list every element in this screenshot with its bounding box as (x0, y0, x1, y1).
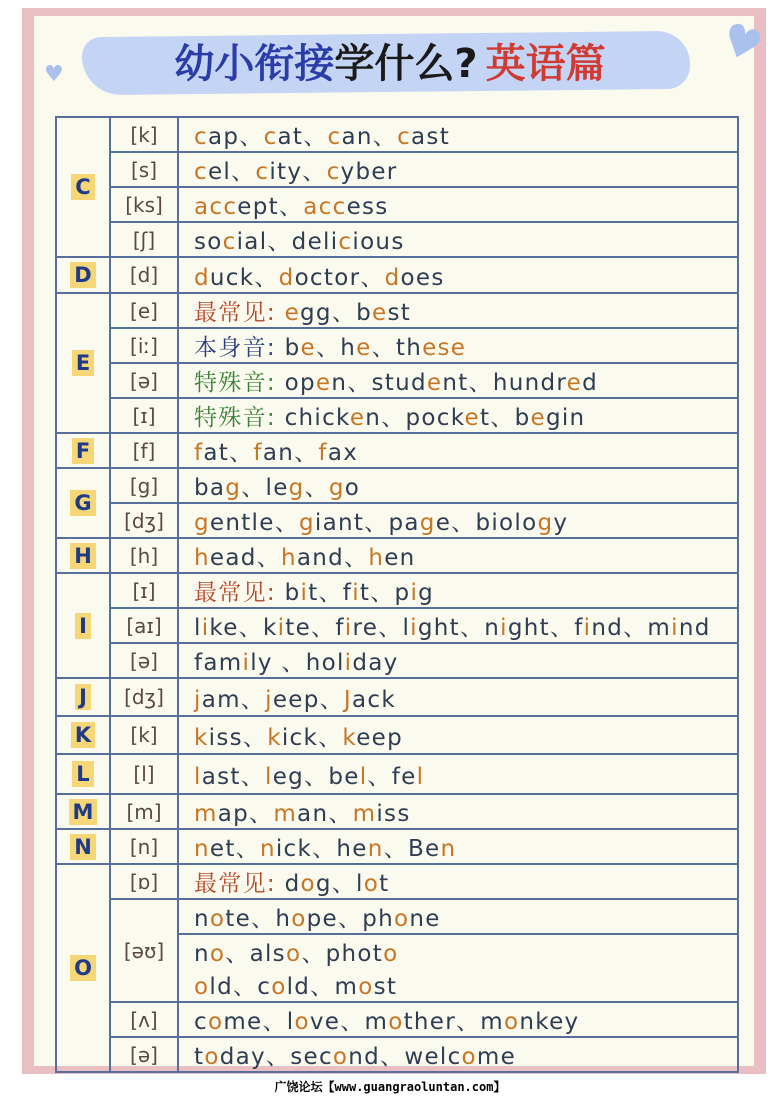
highlighted-letters: e (315, 370, 332, 396)
table-row (56, 398, 738, 433)
highlighted-letters: o (271, 974, 287, 1000)
highlighted-letters: j (194, 686, 202, 713)
highlighted-letters: g (328, 475, 345, 501)
word-text: ast、 (201, 763, 265, 790)
word-text: t、f (308, 580, 353, 606)
phonetic-symbol: [ə] (110, 363, 178, 398)
highlighted-letters: i (277, 615, 286, 641)
table-row (56, 187, 738, 222)
phonetic-symbol: [f] (110, 433, 178, 468)
word-text: te、f (285, 615, 345, 641)
example-words (178, 293, 738, 328)
word-text: ap、 (207, 124, 264, 150)
word-text: an、 (262, 440, 319, 466)
highlighted-letters: c (255, 159, 270, 185)
word-text: at、 (277, 124, 328, 150)
phonetic-symbol: [ʃ] (110, 222, 178, 257)
word-text: ld、c (209, 974, 272, 1000)
example-words (178, 716, 738, 754)
phonetic-symbol: [dʒ] (110, 678, 178, 716)
highlighted-letters: e (300, 335, 316, 361)
word-text: y (553, 510, 569, 536)
highlighted-letters: acc (303, 194, 347, 220)
highlighted-letters: e (464, 405, 480, 431)
title-part-1: 幼小衔接 (174, 41, 335, 87)
highlighted-letters: l (265, 763, 273, 790)
highlighted-letters: o (383, 941, 399, 967)
highlighted-letters: k (267, 724, 282, 751)
phonetic-symbol: [aɪ] (110, 608, 178, 643)
word-text: e、biolo (435, 510, 538, 536)
letter-label: O (70, 955, 96, 981)
table-row (56, 794, 738, 829)
word-text: fam (194, 650, 243, 676)
highlighted-letters: i (300, 580, 309, 606)
word-text: ept、 (237, 194, 304, 220)
highlighted-letters: c (326, 159, 341, 185)
word-text: op (284, 370, 316, 396)
word-text: day、sec (219, 1044, 333, 1070)
table-row (56, 829, 738, 864)
highlighted-letters: l (359, 763, 368, 790)
highlighted-letters: d (384, 264, 401, 291)
phonetic-symbol: [dʒ] (110, 503, 178, 538)
word-text: d (582, 370, 598, 396)
word-text: d (284, 871, 301, 897)
word-text: ap、 (217, 801, 274, 827)
letter-cell (56, 293, 110, 433)
letter-cell (56, 468, 110, 538)
highlighted-letters: i (671, 615, 679, 641)
table-row (56, 257, 738, 293)
example-words (178, 187, 738, 222)
highlighted-letters: i (410, 615, 418, 641)
word-text: n、stud (331, 370, 427, 396)
phonetic-symbol: [l] (110, 754, 178, 794)
word-text: me (476, 1044, 517, 1070)
example-words (178, 152, 738, 187)
word-text: at、 (203, 440, 254, 466)
example-words (178, 117, 738, 152)
phonetic-symbol: [iː] (110, 328, 178, 363)
highlighted-letters: i (242, 650, 251, 676)
highlighted-letters: o (194, 974, 210, 1000)
word-text: 、 (304, 475, 329, 501)
highlighted-letters: i (410, 580, 419, 606)
phonetic-symbol: [h] (110, 538, 178, 573)
highlighted-letters: c (194, 159, 208, 185)
word-text: n、pock (365, 405, 465, 431)
word-text: ne (409, 906, 441, 932)
word-text: ity、 (269, 159, 327, 185)
highlighted-letters: m (194, 801, 218, 827)
highlighted-letters: c (263, 124, 278, 150)
letter-cell (56, 433, 110, 468)
word-text: ack (352, 686, 396, 713)
table-row (56, 503, 738, 538)
word-text: g、l (315, 871, 364, 897)
highlighted-letters: n (194, 836, 210, 862)
highlighted-letters: e (284, 300, 301, 326)
example-words (178, 433, 738, 468)
table-row (56, 152, 738, 187)
word-text: day (352, 650, 399, 676)
word-text: t (194, 1044, 205, 1070)
highlighted-letters: o (388, 1009, 404, 1035)
highlighted-letters: J (343, 686, 353, 713)
example-words (178, 829, 738, 864)
heart-icon: ♥ (44, 62, 64, 87)
phonetic-symbol: [ɪ] (110, 573, 178, 608)
example-words (178, 538, 738, 573)
word-text: 、le (241, 475, 289, 501)
example-words (178, 968, 738, 1002)
example-words (178, 643, 738, 678)
word-text: b (284, 335, 301, 361)
table-row (56, 363, 738, 398)
word-text: ght、n (417, 615, 501, 641)
title-part-2: 学什么? (334, 41, 478, 87)
pronunciation-note: 特殊音: (194, 370, 276, 396)
highlighted-letters: g (225, 475, 242, 501)
word-text: ly 、hol (250, 650, 345, 676)
word-text: gg、b (300, 300, 373, 326)
letter-label: D (70, 262, 95, 288)
table-row (56, 573, 738, 608)
table-row (56, 328, 738, 363)
word-text: st (373, 974, 398, 1000)
word-text: octor、 (294, 264, 385, 291)
example-words (178, 794, 738, 829)
example-words (178, 328, 738, 363)
example-words (178, 1002, 738, 1037)
example-words (178, 678, 738, 716)
table-row (56, 222, 738, 257)
pronunciation-note: 特殊音: (194, 405, 276, 431)
pronunciation-note: 最常见: (194, 300, 276, 326)
highlighted-letters: h (194, 545, 210, 571)
highlighted-letters: e (566, 370, 583, 396)
highlighted-letters: o (300, 871, 316, 897)
table-row (56, 117, 738, 152)
phonetic-symbol: [əʊ] (110, 899, 178, 1002)
word-text: pe、ph (306, 906, 395, 932)
word-text: l (194, 615, 202, 641)
example-words (178, 934, 738, 968)
highlighted-letters: o (358, 974, 374, 1000)
word-text: el、 (207, 159, 256, 185)
highlighted-letters: g (299, 510, 315, 536)
table-row (56, 433, 738, 468)
phonetic-symbol: [d] (110, 257, 178, 293)
letter-label: I (75, 613, 91, 639)
word-text: ther、m (403, 1009, 505, 1035)
letter-cell (56, 864, 110, 1072)
highlighted-letters: d (194, 264, 210, 291)
word-text: eg、be (272, 763, 360, 790)
letter-label: N (70, 834, 96, 860)
word-text: nkey (519, 1009, 580, 1035)
word-text: et、 (209, 836, 260, 862)
word-text: en (384, 545, 416, 571)
word-text: yber (340, 159, 398, 185)
letter-cell (56, 716, 110, 754)
highlighted-letters: c (327, 124, 342, 150)
table-row (56, 899, 738, 934)
word-text: st (387, 300, 412, 326)
letter-label: H (70, 543, 96, 569)
letter-label: J (75, 684, 91, 710)
table-row (56, 754, 738, 794)
phonetic-symbol: [ʌ] (110, 1002, 178, 1037)
highlighted-letters: e (356, 335, 372, 361)
highlighted-letters: h (368, 545, 385, 571)
word-text: iss、 (208, 724, 268, 751)
highlighted-letters: n (259, 836, 276, 862)
table-row (56, 678, 738, 716)
word-text: o (344, 475, 361, 501)
highlighted-letters: l (416, 763, 425, 790)
example-words (178, 363, 738, 398)
word-text: 、fe (367, 763, 417, 790)
highlighted-letters: o (394, 906, 410, 932)
word-text: me、l (223, 1009, 295, 1035)
table-row (56, 864, 738, 899)
highlighted-letters: c (338, 229, 353, 255)
example-words (178, 573, 738, 608)
letter-label: E (72, 350, 94, 376)
word-text: ld、m (286, 974, 359, 1000)
phonetic-symbol: [ɒ] (110, 864, 178, 899)
letter-cell (56, 678, 110, 716)
word-text: nd、welc (348, 1044, 462, 1070)
highlighted-letters: m (273, 801, 298, 827)
word-text: and、 (296, 545, 369, 571)
example-words (178, 1037, 738, 1072)
title-part-3: 英语篇 (485, 41, 606, 87)
highlighted-letters: e (426, 370, 443, 396)
word-text: ial、deli (236, 229, 339, 255)
letter-cell (56, 794, 110, 829)
pronunciation-note: 本身音: (194, 335, 276, 361)
word-text: nd、m (591, 615, 672, 641)
highlighted-letters: g (419, 510, 436, 536)
word-text: g (418, 580, 435, 606)
word-text: 、th (371, 335, 423, 361)
word-text: chick (284, 405, 350, 431)
highlighted-letters: k (194, 724, 209, 751)
word-text: t、p (359, 580, 411, 606)
word-text: nt、hundr (442, 370, 567, 396)
word-text: n (194, 906, 210, 932)
word-text: ious (352, 229, 405, 255)
highlighted-letters: m (352, 801, 377, 827)
example-words (178, 754, 738, 794)
phonetic-symbol: [k] (110, 117, 178, 152)
word-text: uck、 (209, 264, 279, 291)
word-text: nd (678, 615, 711, 641)
highlighted-letters: acc (194, 194, 238, 220)
example-words (178, 899, 738, 934)
word-text: gin (545, 405, 586, 431)
letter-cell (56, 538, 110, 573)
word-text: 、phot (301, 941, 384, 967)
word-text: ba (194, 475, 226, 501)
letter-cell (56, 754, 110, 794)
word-text: 、h (315, 335, 357, 361)
table-row (56, 643, 738, 678)
highlighted-letters: d (278, 264, 295, 291)
word-text: 、als (225, 941, 286, 967)
word-text: t (379, 871, 390, 897)
word-text: ess (346, 194, 389, 220)
example-words (178, 398, 738, 433)
table-row (56, 1037, 738, 1072)
highlighted-letters: f (318, 440, 328, 466)
table-row (56, 1002, 738, 1037)
example-words (178, 468, 738, 503)
highlighted-letters: e (530, 405, 546, 431)
highlighted-letters: i (344, 615, 353, 641)
word-text: te、h (225, 906, 292, 932)
word-text: ve、m (309, 1009, 389, 1035)
phonics-table (55, 116, 739, 1073)
highlighted-letters: e (349, 405, 366, 431)
word-text: oes (400, 264, 445, 291)
letter-label: F (72, 438, 94, 464)
highlighted-letters: i (201, 615, 210, 641)
word-text: c (194, 1009, 208, 1035)
footer-credit: 广饶论坛【www.guangraoluntan.com】 (274, 1080, 506, 1094)
highlighted-letters: k (342, 724, 357, 751)
letter-cell (56, 829, 110, 864)
word-text: 、Be (383, 836, 441, 862)
letter-label: G (70, 490, 95, 516)
highlighted-letters: j (265, 686, 273, 713)
highlighted-letters: o (504, 1009, 520, 1035)
highlighted-letters: f (253, 440, 263, 466)
pronunciation-note: 最常见: (194, 580, 276, 606)
letter-label: K (71, 722, 95, 748)
phonetic-symbol: [s] (110, 152, 178, 187)
highlighted-letters: c (397, 124, 412, 150)
highlighted-letters: i (583, 615, 592, 641)
page-title (0, 36, 780, 92)
word-text: n (194, 941, 210, 967)
highlighted-letters: i (352, 580, 360, 606)
word-text: an、 (341, 124, 398, 150)
highlighted-letters: o (291, 906, 307, 932)
word-text: ead、 (209, 545, 281, 571)
letter-label: L (72, 761, 93, 787)
word-text: ast (411, 124, 451, 150)
word-text: iant、pa (314, 510, 420, 536)
heart-icon: ♥ (714, 12, 769, 75)
table-row (56, 608, 738, 643)
highlighted-letters: o (285, 941, 302, 967)
highlighted-letters: c (222, 229, 237, 255)
highlighted-letters: o (209, 906, 226, 932)
highlighted-letters: o (207, 1009, 224, 1035)
highlighted-letters: o (461, 1044, 477, 1070)
table-row (56, 468, 738, 503)
word-text: an、 (297, 801, 353, 827)
highlighted-letters: n (367, 836, 384, 862)
highlighted-letters: i (500, 615, 508, 641)
letter-cell (56, 573, 110, 678)
highlighted-letters: c (194, 124, 208, 150)
table-row (56, 293, 738, 328)
phonetic-symbol: [ə] (110, 643, 178, 678)
highlighted-letters: o (204, 1044, 220, 1070)
highlighted-letters: o (294, 1009, 310, 1035)
phonetic-symbol: [e] (110, 293, 178, 328)
word-text: ke、k (209, 615, 278, 641)
highlighted-letters: g (537, 510, 554, 536)
example-words (178, 608, 738, 643)
word-text: ick、 (281, 724, 343, 751)
word-text: ick、he (275, 836, 368, 862)
word-text: so (194, 229, 223, 255)
highlighted-letters: o (363, 871, 380, 897)
table-row (56, 538, 738, 573)
word-text: eep、 (272, 686, 344, 713)
word-text: b (284, 580, 301, 606)
word-text: t、b (479, 405, 531, 431)
phonetic-symbol: [ə] (110, 1037, 178, 1072)
highlighted-letters: ese (422, 335, 467, 361)
phonetic-symbol: [ks] (110, 187, 178, 222)
highlighted-letters: i (344, 650, 353, 676)
word-text: eep (356, 724, 403, 751)
letter-cell (56, 257, 110, 293)
word-text: re、l (352, 615, 411, 641)
highlighted-letters: n (440, 836, 457, 862)
highlighted-letters: e (372, 300, 388, 326)
phonetic-symbol: [m] (110, 794, 178, 829)
example-words (178, 257, 738, 293)
example-words (178, 503, 738, 538)
highlighted-letters: g (194, 510, 210, 536)
table-row (56, 716, 738, 754)
letter-label: C (71, 174, 94, 200)
phonetic-symbol: [k] (110, 716, 178, 754)
pronunciation-note: 最常见: (194, 871, 276, 897)
highlighted-letters: f (194, 440, 204, 466)
letter-label: M (69, 799, 98, 825)
phonetic-symbol: [n] (110, 829, 178, 864)
word-text: am、 (201, 686, 266, 713)
word-text: iss (376, 801, 411, 827)
highlighted-letters: o (209, 941, 226, 967)
letter-cell (56, 117, 110, 257)
highlighted-letters: l (194, 763, 202, 790)
phonetic-symbol: [ɪ] (110, 398, 178, 433)
word-text: ax (327, 440, 359, 466)
highlighted-letters: g (288, 475, 305, 501)
word-text: ght、f (507, 615, 584, 641)
phonetic-symbol: [g] (110, 468, 178, 503)
example-words (178, 222, 738, 257)
highlighted-letters: h (280, 545, 297, 571)
example-words (178, 864, 738, 899)
highlighted-letters: o (332, 1044, 349, 1070)
word-text: entle、 (209, 510, 299, 536)
